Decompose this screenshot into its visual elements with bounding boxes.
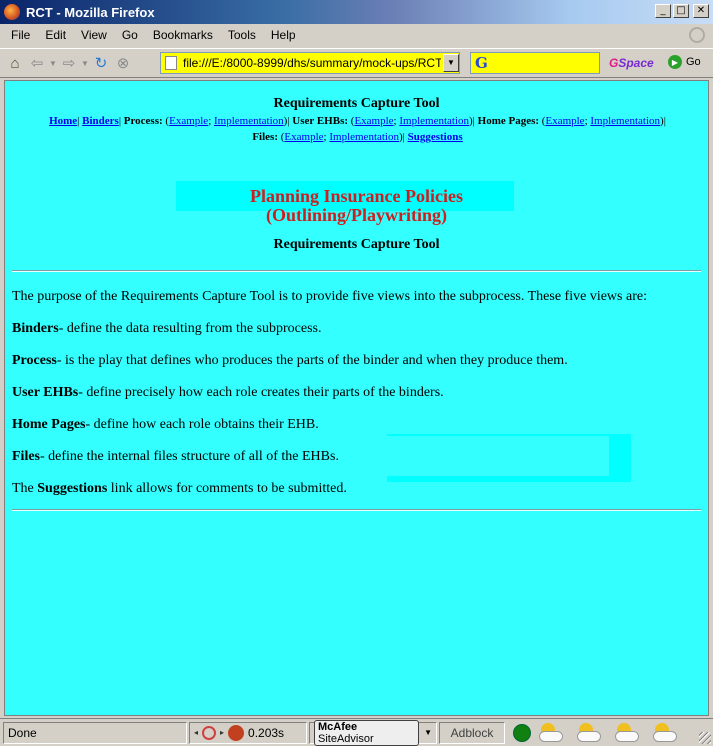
semicolon: ; — [393, 115, 397, 127]
back-dropdown-button[interactable]: ▼ — [49, 58, 57, 68]
view-term: Home Pages — [12, 417, 86, 432]
weather-icon[interactable] — [613, 722, 643, 744]
view-desc: - define precisely how each role creates their parts of the binders. — [78, 385, 444, 400]
user-ehbs-implementation-link[interactable]: Implementation — [399, 115, 470, 127]
maximize-button[interactable]: □ — [673, 4, 689, 18]
banner-title — [5, 187, 708, 225]
home-pages-example-link[interactable]: Example — [545, 115, 585, 127]
timer-value: 0.203s — [248, 725, 285, 740]
nav-separator: | — [118, 115, 122, 127]
paren: )| — [660, 115, 666, 127]
reload-icon: ↻ — [94, 55, 108, 72]
throbber-icon — [689, 27, 705, 43]
suggestions-paragraph — [12, 481, 347, 497]
paren: )| — [469, 115, 475, 127]
go-arrow-icon: ▶ — [668, 55, 682, 69]
page-content — [4, 80, 709, 716]
paren: ( — [280, 131, 285, 143]
semicolon: ; — [323, 131, 327, 143]
status-text: Done — [3, 722, 187, 744]
home-link[interactable]: Home — [49, 115, 78, 127]
home-pages-implementation-link[interactable]: Implementation — [590, 115, 661, 127]
user-ehbs-example-link[interactable]: Example — [354, 115, 394, 127]
timer-arrow-left-icon[interactable]: ◂ — [194, 728, 199, 737]
banner-line-2: (Outlining/Playwriting) — [265, 205, 447, 225]
weather-icon[interactable] — [537, 722, 567, 744]
mcafee-siteadvisor-button[interactable] — [314, 720, 419, 746]
menu-view[interactable]: View — [81, 28, 107, 42]
menu-edit[interactable]: Edit — [45, 28, 67, 42]
page-icon — [165, 56, 177, 70]
menu-go[interactable]: Go — [121, 28, 138, 42]
suggest-term: Suggestions — [37, 481, 108, 496]
address-bar[interactable] — [160, 52, 460, 74]
view-user-ehbs — [12, 385, 444, 401]
nav-separator: | — [77, 115, 80, 127]
home-button[interactable] — [4, 52, 26, 74]
mcafee-dropdown-icon[interactable]: ▼ — [424, 728, 432, 737]
paren: )| — [283, 115, 290, 127]
view-term: Binders — [12, 321, 59, 336]
menu-bar — [0, 24, 713, 46]
files-example-link[interactable]: Example — [284, 131, 324, 143]
suggest-post: link allows for comments to be submitted. — [107, 481, 347, 496]
view-term: Process — [12, 353, 57, 368]
status-bar — [0, 718, 713, 746]
window-controls — [655, 4, 709, 18]
suggest-pre: The — [12, 481, 38, 496]
mcafee-label: McAfee — [318, 720, 358, 733]
process-example-link[interactable]: Example — [169, 115, 209, 127]
stop-icon: ⊗ — [116, 55, 130, 72]
menu-file[interactable]: File — [11, 28, 31, 42]
menu-help[interactable]: Help — [270, 28, 296, 42]
view-term: Files — [12, 449, 40, 464]
view-binders — [12, 321, 322, 337]
gspace-button[interactable] — [609, 56, 654, 70]
process-implementation-link[interactable]: Implementation — [214, 115, 284, 127]
binders-link[interactable]: Binders — [82, 115, 119, 127]
decorative-box — [387, 434, 631, 482]
semicolon: ; — [208, 115, 212, 127]
gspace-g: G — [609, 56, 619, 70]
paren: ( — [165, 115, 170, 127]
menu-bookmarks[interactable]: Bookmarks — [152, 28, 213, 42]
google-search-icon[interactable]: G — [475, 54, 488, 72]
home-icon: ⌂ — [10, 54, 20, 72]
files-implementation-link[interactable]: Implementation — [329, 131, 399, 143]
forward-arrow-icon: ⇨ — [62, 55, 76, 72]
weather-icon[interactable] — [575, 722, 605, 744]
process-label: Process: — [123, 115, 163, 127]
back-button[interactable] — [26, 52, 48, 74]
paren: ( — [541, 115, 546, 127]
resize-grip[interactable] — [699, 732, 711, 744]
forward-dropdown-button[interactable]: ▼ — [81, 58, 89, 68]
home-pages-label: Home Pages: — [477, 115, 540, 127]
back-arrow-icon: ⇦ — [30, 55, 44, 72]
paren: ( — [350, 115, 355, 127]
window-title: RCT - Mozilla Firefox — [26, 4, 155, 20]
view-process — [12, 353, 568, 369]
intro-paragraph: The purpose of the Requirements Capture Tool is to provide five views into the subprocess. These five views are: — [12, 289, 647, 304]
page-subtitle: Requirements Capture Tool — [273, 237, 440, 252]
search-box[interactable] — [470, 52, 600, 74]
view-desc: - define how each role obtains their EHB. — [85, 417, 319, 432]
timer-arrow-right-icon[interactable]: ▸ — [220, 728, 225, 737]
url-dropdown-button[interactable]: ▼ — [443, 54, 459, 72]
forward-button[interactable] — [58, 52, 80, 74]
files-label: Files: — [252, 131, 278, 143]
timer-ring-icon — [202, 726, 216, 740]
view-desc: - define the internal files structure of all of the EHBs. — [40, 449, 339, 464]
mcafee-panel — [309, 722, 437, 744]
view-files — [12, 449, 339, 465]
firefox-icon — [4, 4, 20, 20]
suggestions-link[interactable]: Suggestions — [407, 131, 463, 143]
navigation-toolbar — [0, 48, 713, 78]
paren: )| — [399, 131, 405, 143]
siteadvisor-label: SiteAdvisor — [318, 732, 374, 745]
divider — [12, 270, 701, 272]
reload-button[interactable] — [90, 52, 112, 74]
weather-icon[interactable] — [651, 722, 681, 744]
view-desc: - is the play that defines who produces the parts of the binder and when they produce them. — [56, 353, 568, 368]
view-desc: - define the data resulting from the subprocess. — [58, 321, 322, 336]
user-ehbs-label: User EHBs: — [292, 115, 349, 127]
banner-line-1: Planning Insurance Policies — [249, 186, 464, 206]
stop-button[interactable] — [112, 52, 134, 74]
go-label: Go — [686, 56, 701, 68]
load-timer — [189, 722, 307, 744]
divider — [12, 509, 701, 511]
view-home-pages — [12, 417, 319, 433]
semicolon: ; — [584, 115, 588, 127]
header-title: Requirements Capture Tool — [273, 96, 440, 111]
gspace-text: Space — [618, 56, 654, 70]
url-input[interactable] — [183, 56, 441, 70]
adblock-button[interactable]: Adblock — [439, 722, 505, 744]
title-bar — [0, 0, 713, 24]
minimize-button[interactable]: _ — [655, 4, 671, 18]
view-term: User EHBs — [12, 385, 79, 400]
go-button[interactable] — [668, 55, 701, 69]
site-navigation — [15, 113, 700, 145]
firebug-icon[interactable] — [228, 725, 244, 741]
menu-tools[interactable]: Tools — [227, 28, 256, 42]
close-button[interactable]: ✕ — [693, 4, 709, 18]
green-status-icon[interactable] — [513, 724, 531, 742]
